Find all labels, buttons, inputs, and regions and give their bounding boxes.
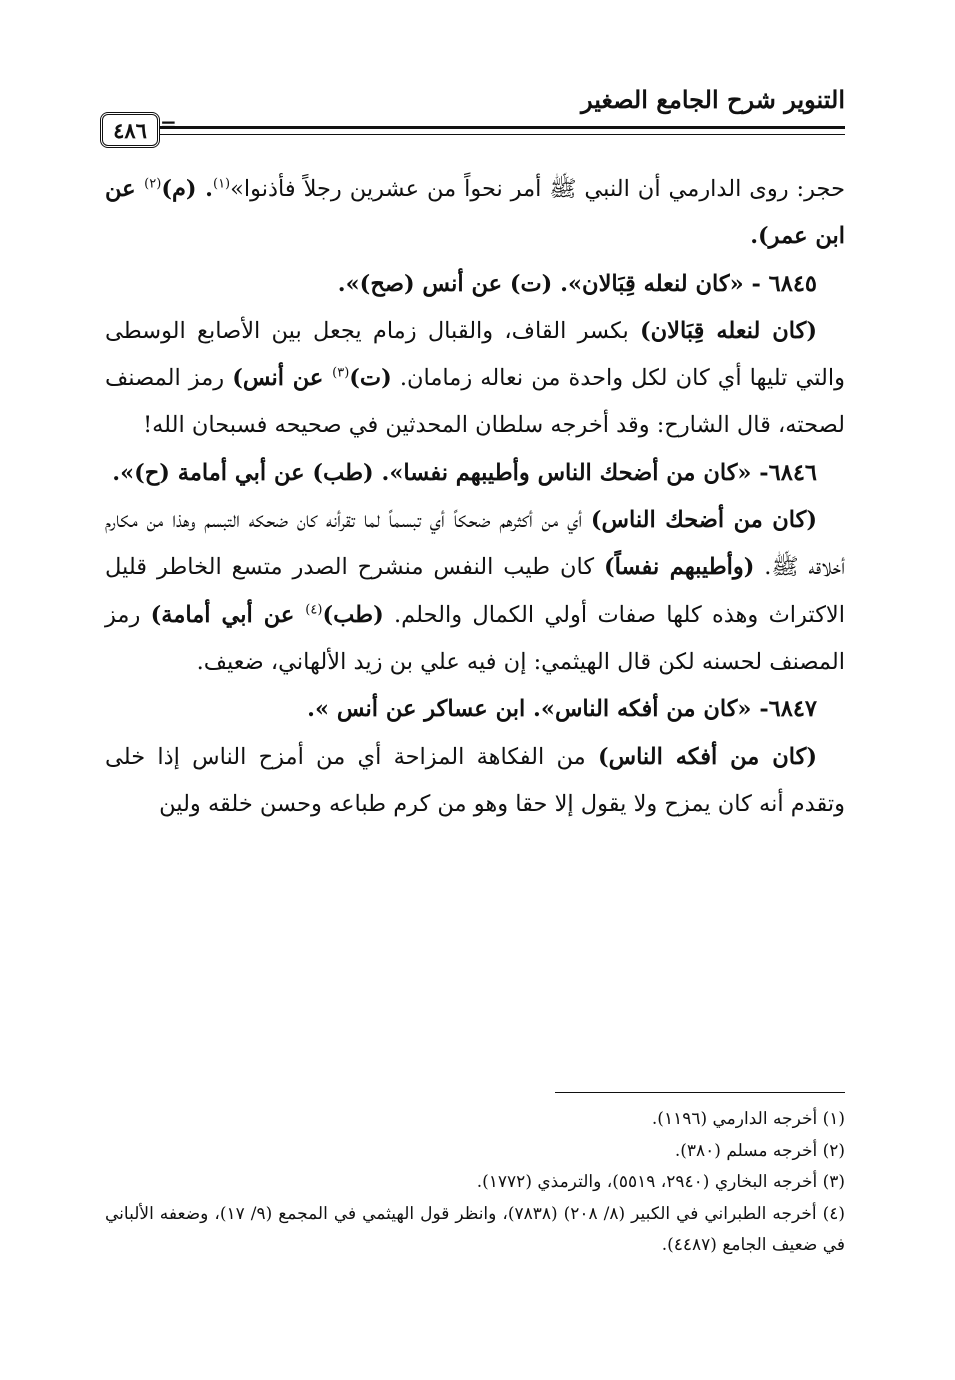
header-rule-thin (130, 134, 845, 135)
footnote-separator (555, 1092, 845, 1093)
footnote-1: (١) أخرجه الدارمي (١١٩٦). (651, 1109, 845, 1129)
running-header-title: التنوير شرح الجامع الصغير (581, 85, 845, 114)
hadith-heading-6845: ٦٨٤٥ - «كان لنعله قِبَالان». (ت) عن أنس (صح)». (337, 270, 817, 297)
commentary-6846: (كان من أضحك الناس) أي من أكثرهم ضحكاً أي تبسماً لما تقرأنه كان ضحكه التبسم وهذا من مكارم أخلاقه ﷺ. (وأطيبهم نفساً) كان طيب النفس منشرح الصدر متسع الخاطر قليل الاكتراث وهذه كلها صفات أولي الكمال والحلم. (طب)$^{(٤)}$ عن أبي أمامة) رمز المصنف لحسنه لكن قال الهيثمي: إن فيه علي بن زيد الألهاني، ضعيف. (105, 507, 845, 675)
footnote-ref: (٣) (332, 365, 350, 381)
hadith-number: ٦٨٤٧ (768, 696, 817, 723)
main-text (105, 166, 845, 828)
footnote-3: (٣) أخرجه البخاري (٢٩٤٠، ٥٥١٩)، والترمذي (١٧٧٢). (476, 1172, 845, 1192)
hadith-number: ٦٨٤٥ (768, 270, 817, 297)
paragraph-continuation: حجر: روى الدارمي أن النبي ﷺ أمر نحواً من عشرين رجلاً فأذنوا»$^{(١)}$. (م)$^{(٢)}$ عن ابن عمر). (105, 176, 845, 250)
commentary-6847: (كان من أفكه الناس) من الفكاهة المزاحة أي من أمزح الناس إذا خلى وتقدم أنه كان يمزح ولا يقول إلا حقا وهو من كرم طباعه وحسن خلقه ولين (105, 743, 845, 817)
page-number: ٤٨٦ (113, 117, 147, 143)
hadith-heading-6846: ٦٨٤٦- «كان من أضحك الناس وأطيبهم نفسا». (طب) عن أبي أمامة (ح)». (112, 459, 817, 486)
hadith-heading-6847: ٦٨٤٧- «كان من أفكه الناس». ابن عساكر عن أنس ». (307, 696, 817, 723)
footnote-2: (٢) أخرجه مسلم (٣٨٠). (674, 1140, 845, 1161)
footnote-4: (٤) أخرجه الطبراني في الكبير (٨/ ٢٠٨) (٧٨٣٨)، وانظر قول الهيثمي في المجمع (٩/ ١٧)، وضعفه الألباني في ضعيف الجامع (٤٤٨٧). (105, 1203, 846, 1255)
commentary-6845: (كان لنعله قِبَالان) بكسر القاف، والقبال زمام يجعل بين الأصابع الوسطى والتي تليها أي كان لكل واحدة من نعاله زمامان. (ت)$^{(٣)}$ عن أنس) رمز المصنف لصحته، قال الشارح: وقد أخرجه سلطان المحدثين في صحيحه فسبحان الله! (105, 317, 846, 439)
footnote-ref: (١) (212, 176, 231, 192)
header-rule-thick (130, 126, 845, 129)
footnote-ref: (٤) (305, 602, 323, 618)
footnotes (105, 1104, 845, 1262)
header-mark: = (160, 112, 177, 136)
footnote-ref: (٢) (144, 176, 162, 192)
hadith-number: ٦٨٤٦ (768, 459, 817, 486)
page-number-badge (100, 112, 160, 148)
